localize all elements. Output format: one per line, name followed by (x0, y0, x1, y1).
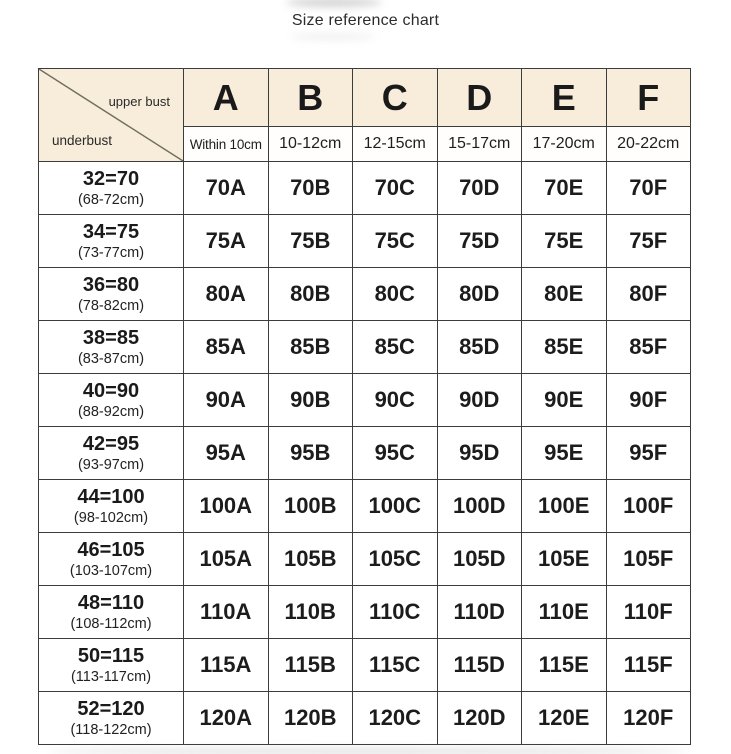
page-title: Size reference chart (291, 12, 440, 29)
table-row (39, 480, 691, 533)
row-label-cell (39, 268, 184, 321)
row-size: 48=110 (77, 591, 145, 614)
table-row (39, 215, 691, 268)
size-cell: 105C (353, 533, 438, 586)
size-cell: 105B (268, 533, 353, 586)
size-cell: 100F (606, 480, 691, 533)
row-label-cell (39, 374, 184, 427)
size-cell: 85A (184, 321, 269, 374)
table-row (39, 427, 691, 480)
corner-label-underbust: underbust (52, 133, 113, 148)
size-cell: 115A (184, 639, 269, 692)
size-cell: 90E (522, 374, 607, 427)
size-cell: 110F (606, 586, 691, 639)
row-range: (68-72cm) (77, 191, 145, 208)
size-cell: 75F (606, 215, 691, 268)
column-header-letter-e: E (522, 69, 607, 127)
column-header-range-f: 20-22cm (606, 127, 691, 162)
row-label-cell (39, 692, 184, 745)
row-range: (78-82cm) (77, 297, 145, 314)
row-size: 40=90 (82, 379, 140, 402)
row-size: 42=95 (82, 432, 140, 455)
size-cell: 90F (606, 374, 691, 427)
column-header-range-c: 12-15cm (353, 127, 438, 162)
size-cell: 110A (184, 586, 269, 639)
artifact-smudge-top (286, 0, 382, 7)
size-cell: 105D (437, 533, 522, 586)
artifact-smudge-bottom (48, 748, 688, 754)
row-range: (108-112cm) (70, 615, 152, 632)
size-cell: 105E (522, 533, 607, 586)
size-cell: 100A (184, 480, 269, 533)
row-range: (103-107cm) (69, 562, 153, 579)
size-cell: 85F (606, 321, 691, 374)
row-size: 44=100 (77, 485, 145, 508)
size-cell: 85E (522, 321, 607, 374)
size-cell: 100B (268, 480, 353, 533)
size-cell: 115E (522, 639, 607, 692)
size-cell: 120A (184, 692, 269, 745)
size-cell: 85C (353, 321, 438, 374)
row-range: (88-92cm) (77, 403, 145, 420)
size-cell: 80F (606, 268, 691, 321)
row-label-cell (39, 321, 184, 374)
size-cell: 70F (606, 162, 691, 215)
table-row (39, 639, 691, 692)
column-header-letter-c: C (353, 69, 438, 127)
size-cell: 90B (268, 374, 353, 427)
row-label-cell (39, 639, 184, 692)
size-cell: 120D (437, 692, 522, 745)
size-reference-table (38, 68, 691, 745)
row-size: 36=80 (82, 273, 140, 296)
size-cell: 110D (437, 586, 522, 639)
size-cell: 100E (522, 480, 607, 533)
size-cell: 80B (268, 268, 353, 321)
table-row (39, 533, 691, 586)
column-header-letter-d: D (437, 69, 522, 127)
size-cell: 70D (437, 162, 522, 215)
size-cell: 115F (606, 639, 691, 692)
size-cell: 105F (606, 533, 691, 586)
table-row (39, 692, 691, 745)
size-cell: 120B (268, 692, 353, 745)
corner-label-upper-bust: upper bust (108, 94, 170, 109)
size-cell: 95F (606, 427, 691, 480)
table-row (39, 268, 691, 321)
size-cell: 105A (184, 533, 269, 586)
row-label-cell (39, 480, 184, 533)
row-range: (118-122cm) (70, 721, 152, 738)
table-row (39, 586, 691, 639)
size-cell: 95D (437, 427, 522, 480)
size-cell: 75D (437, 215, 522, 268)
table-row (39, 162, 691, 215)
size-cell: 70E (522, 162, 607, 215)
column-header-letter-b: B (268, 69, 353, 127)
row-range: (98-102cm) (73, 509, 149, 526)
size-cell: 115D (437, 639, 522, 692)
column-header-letter-f: F (606, 69, 691, 127)
column-header-letter-a: A (184, 69, 269, 127)
size-cell: 95E (522, 427, 607, 480)
size-cell: 80A (184, 268, 269, 321)
row-size: 52=120 (77, 697, 145, 720)
row-label-cell (39, 427, 184, 480)
row-label-cell (39, 533, 184, 586)
row-size: 50=115 (77, 644, 145, 667)
header-row-letters (39, 69, 691, 127)
size-cell: 80E (522, 268, 607, 321)
table-row (39, 374, 691, 427)
size-cell: 70C (353, 162, 438, 215)
column-header-range-e: 17-20cm (522, 127, 607, 162)
size-cell: 100C (353, 480, 438, 533)
row-label-cell (39, 586, 184, 639)
corner-header-cell (39, 69, 184, 162)
size-cell: 100D (437, 480, 522, 533)
column-header-range-b: 10-12cm (268, 127, 353, 162)
size-cell: 70A (184, 162, 269, 215)
row-size: 46=105 (77, 538, 145, 561)
size-cell: 95A (184, 427, 269, 480)
size-cell: 120E (522, 692, 607, 745)
column-header-range-a: Within 10cm (184, 127, 269, 162)
size-cell: 95C (353, 427, 438, 480)
size-cell: 95B (268, 427, 353, 480)
artifact-smudge-under-title (290, 33, 376, 40)
row-label-cell (39, 162, 184, 215)
size-cell: 90A (184, 374, 269, 427)
row-range: (113-117cm) (70, 668, 152, 685)
size-cell: 75C (353, 215, 438, 268)
size-cell: 110C (353, 586, 438, 639)
size-cell: 90C (353, 374, 438, 427)
row-range: (73-77cm) (77, 244, 145, 261)
size-cell: 85D (437, 321, 522, 374)
size-cell: 80C (353, 268, 438, 321)
size-cell: 110B (268, 586, 353, 639)
size-cell: 90D (437, 374, 522, 427)
row-size: 38=85 (82, 326, 140, 349)
size-cell: 120C (353, 692, 438, 745)
size-cell: 110E (522, 586, 607, 639)
row-size: 32=70 (82, 167, 140, 190)
size-cell: 85B (268, 321, 353, 374)
size-cell: 75B (268, 215, 353, 268)
size-cell: 70B (268, 162, 353, 215)
row-size: 34=75 (82, 220, 140, 243)
row-range: (93-97cm) (77, 456, 145, 473)
size-cell: 115C (353, 639, 438, 692)
row-range: (83-87cm) (77, 350, 145, 367)
size-cell: 75A (184, 215, 269, 268)
table-row (39, 321, 691, 374)
size-cell: 115B (268, 639, 353, 692)
size-cell: 75E (522, 215, 607, 268)
column-header-range-d: 15-17cm (437, 127, 522, 162)
row-label-cell (39, 215, 184, 268)
size-cell: 120F (606, 692, 691, 745)
size-cell: 80D (437, 268, 522, 321)
